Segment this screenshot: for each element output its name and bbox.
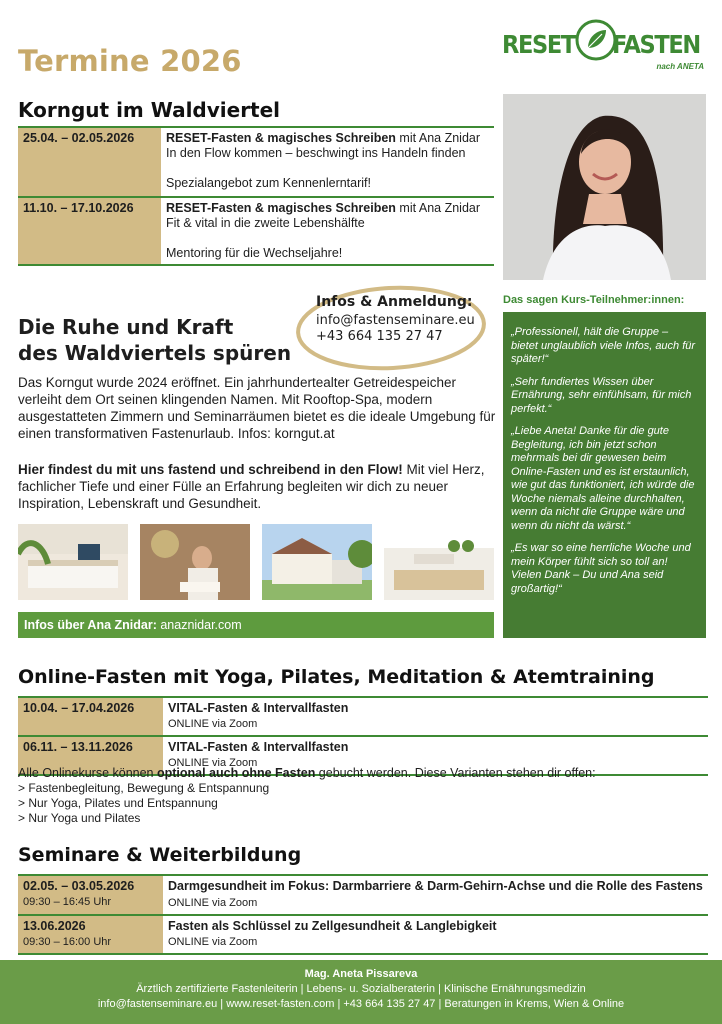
ana-znidar-info-bar — [18, 612, 494, 638]
testimonial-quote: „Sehr fundiertes Wissen über Ernährung, sehr einfühlsam, für mich perfekt.“ — [511, 375, 692, 415]
logo-word-fasten: FASTEN — [612, 30, 700, 59]
korngut-heading: Korngut im Waldviertel — [18, 98, 281, 122]
table-row — [18, 915, 708, 954]
event-title: VITAL-Fasten & Intervallfasten — [168, 701, 349, 715]
event-cell — [163, 697, 708, 736]
intro-heading — [18, 314, 291, 366]
testimonial-quote: „Es war so eine herrliche Woche und mein Körper fühlt sich so toll an! Vielen Dank – Du und Ana seid großartig!“ — [511, 542, 691, 595]
event-subtitle: ONLINE via Zoom — [168, 897, 258, 909]
date-cell: 11.10. – 17.10.2026 — [18, 197, 161, 265]
info-bar-label: Infos über Ana Znidar: — [24, 618, 157, 632]
event-cell — [161, 197, 494, 265]
infos-email[interactable]: info@fastenseminare.eu — [316, 313, 475, 328]
event-title: VITAL-Fasten & Intervallfasten — [168, 740, 349, 754]
table-row — [18, 875, 708, 915]
reset-fasten-logo — [502, 18, 708, 74]
intro-heading-line2: des Waldviertels spüren — [18, 341, 292, 365]
options-intro — [18, 766, 708, 781]
table-row — [18, 127, 494, 197]
event-title: RESET-Fasten & magisches Schreiben — [166, 131, 396, 145]
event-title: Fasten als Schlüssel zu Zellgesundheit & Langlebigkeit — [168, 919, 497, 933]
date-cell — [18, 875, 163, 915]
seminar-date: 02.05. – 03.05.2026 — [23, 879, 135, 893]
infos-phone[interactable]: +43 664 135 27 47 — [316, 329, 443, 344]
photo-building — [262, 524, 372, 600]
event-with: mit Ana Znidar — [395, 201, 481, 215]
event-title: RESET-Fasten & magisches Schreiben — [166, 201, 396, 215]
date-cell: 25.04. – 02.05.2026 — [18, 127, 161, 197]
seminare-schedule-table — [18, 874, 708, 955]
table-row — [18, 197, 494, 265]
seminar-time: 09:30 – 16:45 Uhr — [23, 896, 112, 908]
date-cell: 06.11. – 13.11.2026 — [18, 736, 163, 775]
footer-name: Mag. Aneta Pissareva — [304, 968, 418, 980]
infos-title: Infos & Anmeldung: — [316, 294, 473, 310]
korngut-schedule-table — [18, 126, 494, 266]
testimonial-quote: „Liebe Aneta! Danke für die gute Begleitung, ich bin jetzt schon mehrmals bei dir gewesen beim Online-Fasten und es ist erstaunlich, wie gut das funktioniert, ich würde die Woche niemals alleine durchhalten, wenn da nicht die Gruppe wäre und wenn du nicht da wärst.“ — [511, 425, 695, 532]
logo-word-reset: RESET — [502, 30, 575, 59]
event-subtitle: ONLINE via Zoom — [168, 936, 258, 948]
testimonials-panel — [503, 312, 706, 638]
intro-rest: Mit viel Herz, fachlicher Tiefe und einer Fülle an Erfahrung begleiten wir dich zu neuer Inspiration, Lebenskraft und Gesundheit. — [18, 462, 485, 511]
table-row — [18, 697, 708, 736]
online-schedule-table — [18, 696, 708, 776]
event-with: mit Ana Znidar — [395, 131, 481, 145]
intro-heading-line1: Die Ruhe und Kraft — [18, 315, 234, 339]
ana-znidar-link[interactable]: anaznidar.com — [156, 618, 242, 632]
online-heading: Online-Fasten mit Yoga, Pilates, Meditation & Atemtraining — [18, 666, 655, 688]
date-cell: 10.04. – 17.04.2026 — [18, 697, 163, 736]
infos-anmeldung-box — [294, 282, 488, 374]
photo-writing — [140, 524, 250, 600]
portrait-photo — [503, 94, 706, 280]
seminar-date: 13.06.2026 — [23, 919, 86, 933]
options-intro-bold: optional auch ohne Fasten — [156, 766, 316, 780]
intro-paragraph: Das Korngut wurde 2024 eröffnet. Ein jahrhundertealter Getreidespeicher verleiht dem Ort seinen klingenden Namen. Mit Rooftop-Spa, modern ausgestatteten Zimmern und Seminarräumen bietet es die ideale Umgebung für einen transformativen Fastenurlaub. Infos: korngut.at — [18, 375, 496, 441]
photo-room — [18, 524, 128, 600]
testimonial-quote: „Professionell, hält die Gruppe – bietet unglaublich viele Infos, auch für später!“ — [511, 326, 696, 365]
event-note: Spezialangebot zum Kennenlerntarif! — [166, 176, 371, 190]
intro-paragraph-2 — [18, 461, 498, 512]
list-item: > Nur Yoga und Pilates — [18, 811, 141, 825]
event-cell — [163, 915, 708, 954]
testimonials-heading: Das sagen Kurs-Teilnehmer:innen: — [503, 294, 685, 306]
logo-subtitle: nach ANETA — [656, 62, 704, 71]
list-item: > Nur Yoga, Pilates und Entspannung — [18, 796, 218, 810]
event-subtitle: Fit & vital in die zweite Lebenshälfte — [166, 216, 365, 230]
event-note: Mentoring für die Wechseljahre! — [166, 246, 343, 260]
list-item: > Fastenbegleitung, Bewegung & Entspannung — [18, 781, 270, 795]
photo-seminar-room — [384, 524, 494, 600]
seminare-heading: Seminare & Weiterbildung — [18, 844, 302, 866]
event-title: Darmgesundheit im Fokus: Darmbarriere & Darm-Gehirn-Achse und die Rolle des Fastens — [168, 879, 703, 893]
seminar-time: 09:30 – 16:00 Uhr — [23, 936, 112, 948]
options-intro-post: gebucht werden. Diese Varianten stehen dir offen: — [315, 766, 596, 780]
date-cell — [18, 915, 163, 954]
footer — [0, 960, 722, 1024]
footer-contact: info@fastenseminare.eu | www.reset-fasten.com | +43 664 135 27 47 | Beratungen in Krems, Wien & Online — [97, 998, 625, 1010]
event-cell — [163, 875, 708, 915]
venue-photo-strip — [18, 524, 494, 600]
intro-bold: Hier findest du mit uns fastend und schreibend in den Flow! — [18, 462, 403, 477]
event-subtitle: ONLINE via Zoom — [168, 718, 258, 730]
event-subtitle: In den Flow kommen – beschwingt ins Handeln finden — [166, 146, 466, 160]
page-title: Termine 2026 — [18, 44, 242, 78]
footer-credentials: Ärztlich zertifizierte Fastenleiterin | Lebens- u. Sozialberaterin | Klinische Ernährungsmedizin — [136, 983, 586, 995]
event-subtitle: ONLINE via Zoom — [168, 757, 258, 769]
event-cell — [161, 127, 494, 197]
online-options — [18, 766, 708, 826]
options-intro-pre: Alle Onlinekurse können — [18, 766, 157, 780]
